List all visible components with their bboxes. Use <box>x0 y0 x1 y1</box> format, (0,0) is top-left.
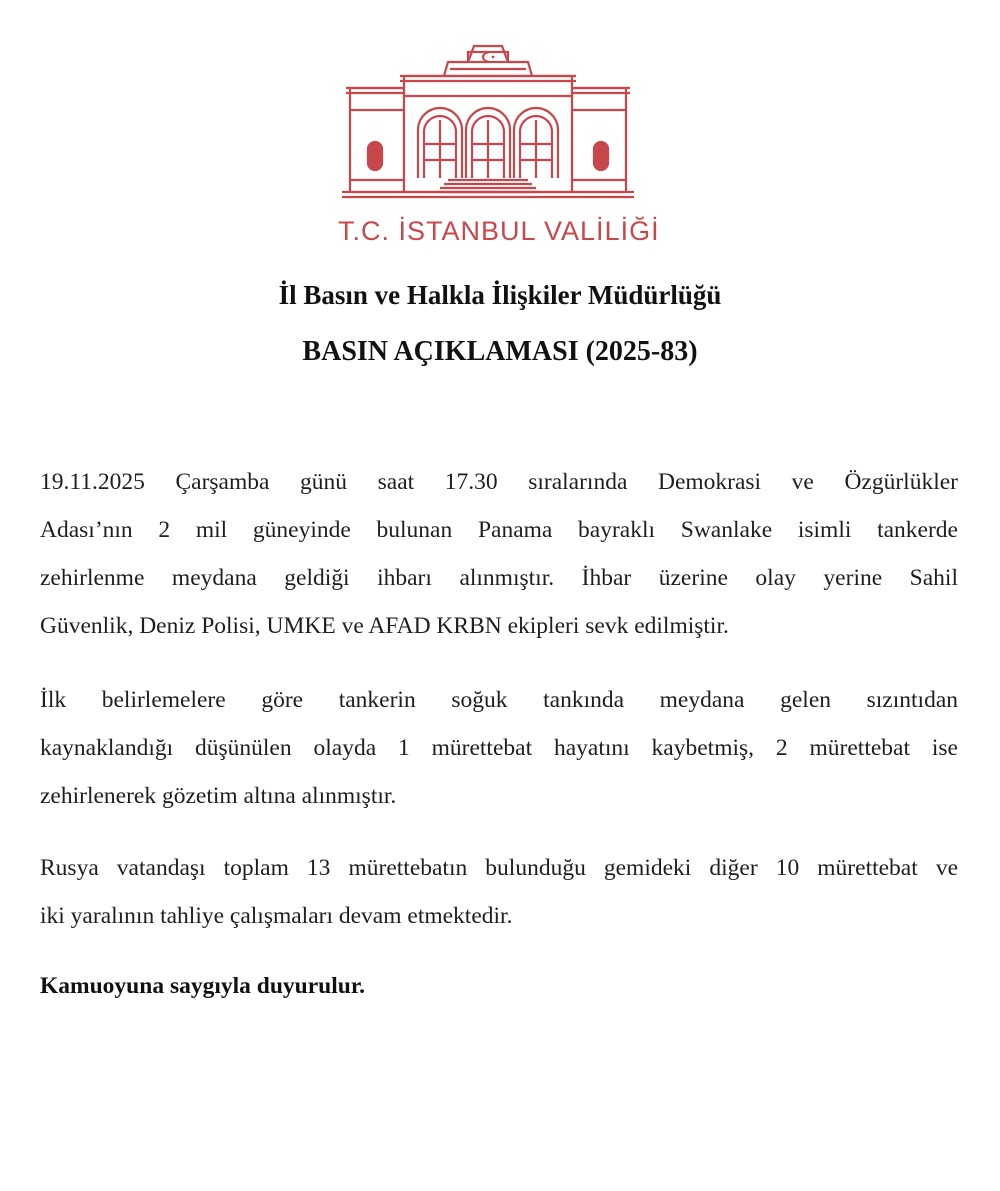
paragraph-line: Güvenlik, Deniz Polisi, UMKE ve AFAD KRBN ekipleri sevk edilmiştir. <box>40 613 729 639</box>
paragraph-line: İlk belirlemelere göre tankerin soğuk tankında meydana gelen sızıntıdan <box>40 687 958 713</box>
paragraph-findings <box>40 676 958 820</box>
logo-caption: T.C. İSTANBUL VALİLİĞİ <box>338 216 660 246</box>
department-heading: İl Basın ve Halkla İlişkiler Müdürlüğü <box>278 280 722 310</box>
press-release-title: BASIN AÇIKLAMASI (2025-83) <box>302 336 698 367</box>
paragraph-line: iki yaralının tahliye çalışmaları devam etmektedir. <box>40 903 513 929</box>
paragraph-line: Adası’nın 2 mil güneyinde bulunan Panama bayraklı Swanlake isimli tankerde <box>40 517 958 543</box>
paragraph-line: zehirlenerek gözetim altına alınmıştır. <box>40 783 397 809</box>
closing-statement: Kamuoyuna saygıyla duyurulur. <box>40 973 365 999</box>
paragraph-incident <box>40 458 958 650</box>
paragraph-line: zehirlenme meydana geldiği ihbarı alınmıştır. İhbar üzerine olay yerine Sahil <box>40 565 958 591</box>
governorship-building-icon <box>338 40 638 212</box>
paragraph-line: 19.11.2025 Çarşamba günü saat 17.30 sıralarında Demokrasi ve Özgürlükler <box>40 469 958 495</box>
paragraph-line: Rusya vatandaşı toplam 13 mürettebatın bulunduğu gemideki diğer 10 mürettebat ve <box>40 855 958 881</box>
governorship-logo <box>338 40 660 252</box>
paragraph-evacuation <box>40 844 958 940</box>
paragraph-line: kaynaklandığı düşünülen olayda 1 mürettebat hayatını kaybetmiş, 2 mürettebat ise <box>40 735 958 761</box>
